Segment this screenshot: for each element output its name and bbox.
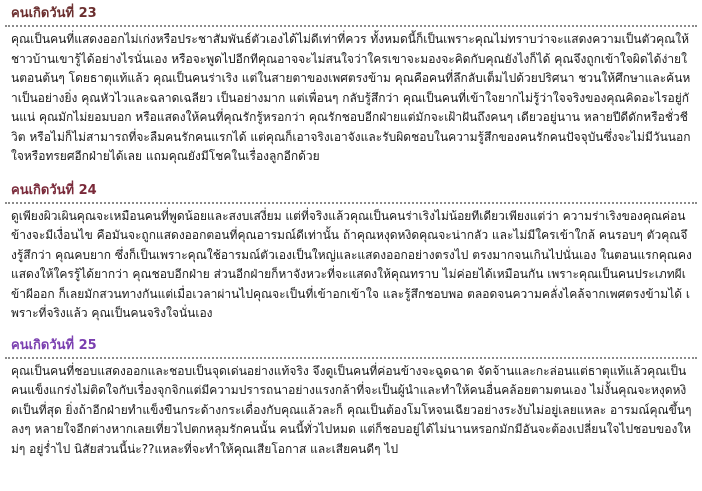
section-body: ดูเพียงผิวเผินคุณจะเหมือนคนที่พูดน้อยและสงบเสงี่ยม แต่ที่จริงแล้วคุณเป็นคนร่าเริงไม่น้อยทีเดียวเพียงแต่ว่า ความร่าเริงของคุณค่อนข้างจะมีเงื่อนไข คือมันจะถูกแสดงออกตอนที่คุณอารมณ์ดีเท่านั้น ถ้าคุณหงุดหงิดคุณจะน่ากลัว และไม่มีใครเข้าใกล้ คนรอบๆ ตัวคุณจึงรู้สึกว่า คุณคบยาก ซึ่งก็เป็นเพราะคุณใช้อารมณ์ตัวเองเป็นใหญ่และแสดงออกอย่างตรงไป ตรงมากจนเกินไปนั่นเอง ในตอนแรกคุณคงแสดงให้ใครรู้ได้ยากว่า คุณชอบอีกฝ่าย ส่วนอีกฝ่ายก็หาจังหวะที่จะแสดงให้คุณทราบ ไม่ค่อยได้เหมือนกัน เพราะคุณเป็นคนประเภทผีเข้าผีออก ก็เลยมักสวนทางกันแต่เมื่อเวลาผ่านไปคุณจะเป็นที่เข้าอกเข้าใจ และรู้สึกชอบพอ ตลอดจนความคลั่งไคล้จากเพศตรงข้ามได้ เพราะที่จริงแล้ว คุณเป็นคนจริงใจนั่นเอง xyxy=(11,208,692,320)
section-born-23 xyxy=(5,4,697,167)
section-born-25 xyxy=(5,336,697,460)
section-body: คุณเป็นคนที่ชอบแสดงออกและชอบเป็นจุดเด่นอย่างแท้จริง จึงดูเป็นคนที่ค่อนข้างจะฉูดฉาด จัดจ้านและกะล่อนแต่ธาตุแท้แล้วคุณเป็นคนแข็งแกร่งไม่ติดใจกับเรื่องจุกจิกแต่มีความปรารถนาอย่างแรงกล้าที่จะเป็นผู้นำและทำให้คนอื่นคล้อยตามตนเอง ไม่งั้นคุณจะหงุดหงิดเป็นที่สุด ยิ่งถ้าอีกฝ่ายทำแข็งขืนกระด้างกระเดื่องกับคุณแล้วละก็ คุณเป็นต้องโมโหจนเฉียวอย่างระงับไม่อยู่เลยแหละ อารมณ์คุณขึ้นๆลงๆ หลายใจอีกต่างหากเลยเที่ยวไปตกหลุมรักคนนั้น คนนี้ทั่วไปหมด แต่ก็ชอบอยู่ได้ไม่นานหรอกมักมีอันจะต้องเปลี่ยนใจไปชอบของใหม่ๆ อยู่ร่ำไป นิสัยส่วนนี้น่ะ??แหละที่จะทำให้คุณเสียโอกาส และเสียคนดีๆ ไป xyxy=(11,363,692,456)
section-body: คุณเป็นคนที่แสดงออกไม่เก่งหรือประชาสัมพันธ์ตัวเองได้ไม่ดีเท่าที่ควร ทั้งหมดนี้ก็เป็นเพราะคุณไม่ทราบว่าจะแสดงความเป็นตัวคุณให้ชาวบ้านเขารู้ได้อย่างไรนั่นเอง หรือจะพูดไปอีกทีคุณอาจจะไม่สนใจว่าใครเขาจะมองจะคิดกับคุณยังไงก็ได้ คุณจึงถูกเข้าใจผิดได้ง่ายในตอนต้นๆ โดยธาตุแท้แล้ว คุณเป็นคนร่าเริง แต่ในสายตาของเพศตรงข้าม คุณคือคนที่ลึกลับเต็มไปด้วยปริศนา ชวนให้ศึกษาและค้นหาเป็นอย่างยิ่ง คุณหัวไวและฉลาดเฉลียว เป็นอย่างมาก แต่เพื่อนๆ กลับรู้สึกว่า คุณเป็นคนที่เข้าใจยากไม่รู้ว่าใจจริงของคุณคิดอะไรอยู่กันแน่ คุณมักไม่ยอมบอก หรือแสดงให้คนที่คุณรักรู้หรอกว่า คุณรักชอบอีกฝ่ายแต่มักจะเฝ้าฝันถึงคนๆ เดียวอยู่นาน หลายปีดีดักหรือชั่วชีวิต หรือไม่ก็ไม่สามารถที่จะลืมคนรักคนแรกได้ แต่คุณก็เอาจริงเอาจังและรับผิดชอบในความรู้สึกของคนรักคนปัจจุบันซึ่งจะไม่มีวันนอกใจหรือทรยศอีกฝ่ายได้เลย แถมคุณยังมีโชคในเรื่องลูกอีกด้วย xyxy=(11,32,691,163)
section-heading: คนเกิดวันที่ 24 xyxy=(11,182,97,198)
section-heading: คนเกิดวันที่ 25 xyxy=(11,337,97,353)
dotted-divider xyxy=(5,357,697,359)
section-heading: คนเกิดวันที่ 23 xyxy=(11,6,97,21)
dotted-divider xyxy=(5,202,697,204)
section-born-24 xyxy=(5,181,697,324)
dotted-divider xyxy=(5,25,697,27)
